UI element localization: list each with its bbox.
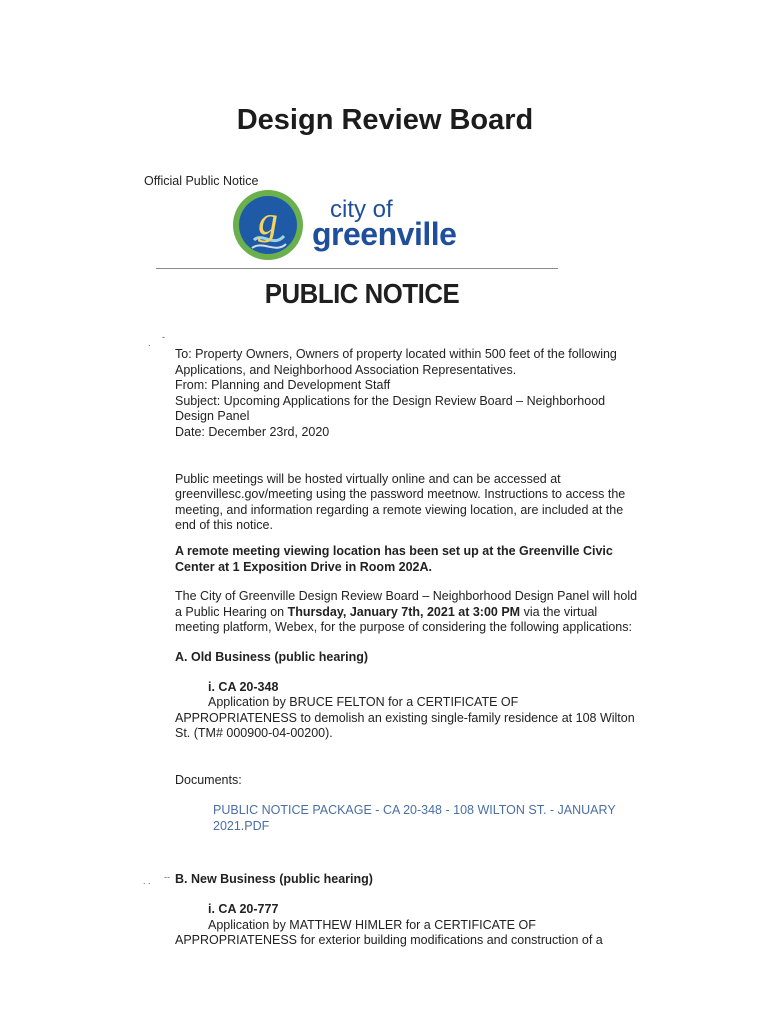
section-a-item-heading: i. CA 20-348 [208, 679, 279, 694]
section-b-item-description: APPROPRIATENESS for exterior building modifications and construction of a [175, 933, 603, 948]
scan-mark: - [162, 332, 165, 342]
documents-label: Documents: [175, 772, 242, 787]
public-notice-heading: PUBLIC NOTICE [264, 278, 460, 309]
svg-text:g: g [258, 198, 278, 243]
section-a-item-line1: Application by BRUCE FELTON for a CERTIFICATE OF [208, 695, 519, 710]
memo-subject: Subject: Upcoming Applications for the Design Review Board – Neighborhood Design Panel [175, 393, 606, 424]
hearing-text-part2: via the virtual meeting platform, Webex, for the purpose of considering the following applications: [175, 604, 632, 635]
hearing-date: Thursday, January 7th, 2021 at 3:00 PM [287, 604, 521, 619]
notice-body [175, 347, 645, 949]
hearing-text-part1: The City of Greenville Design Review Board – Neighborhood Design Panel will hold a Public Hearing on [175, 589, 638, 619]
page-subtitle: Official Public Notice [144, 174, 259, 188]
logo-text-greenville: greenville [312, 216, 457, 252]
public-notice-package-link[interactable]: PUBLIC NOTICE PACKAGE - CA 20-348 - 108 WILTON ST. - JANUARY 2021.PDF [213, 803, 616, 834]
hearing-paragraph [175, 589, 645, 636]
section-b-heading: B. New Business (public hearing) [175, 872, 373, 887]
page-title: Design Review Board [236, 104, 534, 136]
section-b-item-heading: i. CA 20-777 [208, 902, 279, 917]
section-a-item-description: APPROPRIATENESS to demolish an existing single-family residence at 108 Wilton St. (TM# 000900-04-00200). [175, 710, 635, 741]
scan-mark: -- [164, 872, 170, 882]
section-b-item-line1: Application by MATTHEW HIMLER for a CERTIFICATE OF [208, 917, 536, 932]
city-logo [232, 188, 492, 264]
virtual-meeting-info: Public meetings will be hosted virtually online and can be accessed at greenvillesc.gov/meeting using the password meetnow. Instructions to access the meeting, and information regarding a remote viewing location, are included at the end of this notice. [175, 471, 626, 533]
divider-line [156, 268, 558, 269]
memo-to: To: Property Owners, Owners of property located within 500 feet of the following Applications, and Neighborhood Association Representatives. [175, 347, 617, 377]
memo-date: Date: December 23rd, 2020 [175, 424, 330, 439]
remote-location-notice: A remote meeting viewing location has been set up at the Greenville Civic Center at 1 Exposition Drive in Room 202A. [175, 543, 613, 574]
scan-mark: . [148, 338, 151, 348]
section-a-heading: A. Old Business (public hearing) [175, 649, 369, 664]
scan-mark: . . [143, 876, 151, 886]
logo-text-city-of: city of [330, 196, 393, 223]
memo-from: From: Planning and Development Staff [175, 378, 391, 393]
